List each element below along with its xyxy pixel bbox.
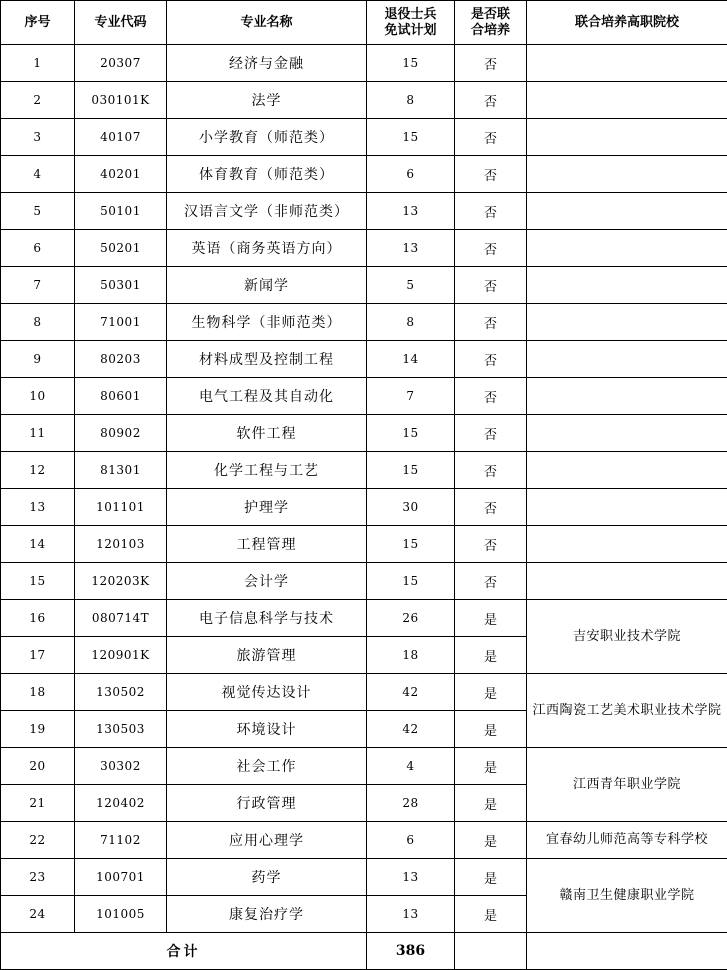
row-index: 11 — [1, 415, 75, 452]
row-college: 江西青年职业学院 — [527, 748, 727, 822]
header-quota — [367, 1, 455, 45]
row-joint: 否 — [455, 119, 527, 156]
row-quota: 8 — [367, 304, 455, 341]
row-quota: 42 — [367, 711, 455, 748]
row-code: 50201 — [75, 230, 167, 267]
row-code: 120901K — [75, 637, 167, 674]
row-joint: 是 — [455, 600, 527, 637]
row-college-empty — [527, 489, 727, 526]
row-college-empty — [527, 45, 727, 82]
row-major-name: 电子信息科学与技术 — [167, 600, 367, 637]
row-index: 3 — [1, 119, 75, 156]
table-body — [1, 45, 727, 970]
row-code: 080714T — [75, 600, 167, 637]
total-value: 386 — [367, 933, 455, 970]
table-row — [1, 119, 727, 156]
row-quota: 14 — [367, 341, 455, 378]
row-index: 8 — [1, 304, 75, 341]
row-major-name: 电气工程及其自动化 — [167, 378, 367, 415]
row-index: 18 — [1, 674, 75, 711]
table-row — [1, 193, 727, 230]
row-major-name: 康复治疗学 — [167, 896, 367, 933]
row-joint: 是 — [455, 859, 527, 896]
total-college-cell — [527, 933, 727, 970]
row-code: 80601 — [75, 378, 167, 415]
table-row — [1, 230, 727, 267]
row-index: 13 — [1, 489, 75, 526]
table-row — [1, 267, 727, 304]
table-row — [1, 526, 727, 563]
row-college-empty — [527, 378, 727, 415]
row-joint: 是 — [455, 896, 527, 933]
row-code: 120203K — [75, 563, 167, 600]
row-index: 2 — [1, 82, 75, 119]
row-quota: 13 — [367, 193, 455, 230]
header-code: 专业代码 — [75, 1, 167, 45]
row-major-name: 旅游管理 — [167, 637, 367, 674]
table-row — [1, 748, 727, 785]
header-quota-line2: 免试计划 — [384, 23, 436, 38]
row-college: 江西陶瓷工艺美术职业技术学院 — [527, 674, 727, 748]
table-row — [1, 600, 727, 637]
total-label: 合计 — [1, 933, 367, 970]
row-code: 101005 — [75, 896, 167, 933]
row-joint: 否 — [455, 526, 527, 563]
row-joint: 否 — [455, 230, 527, 267]
row-quota: 8 — [367, 82, 455, 119]
row-joint: 否 — [455, 45, 527, 82]
row-major-name: 行政管理 — [167, 785, 367, 822]
row-college-empty — [527, 230, 727, 267]
row-quota: 15 — [367, 45, 455, 82]
row-code: 100701 — [75, 859, 167, 896]
row-college: 吉安职业技术学院 — [527, 600, 727, 674]
row-code: 40107 — [75, 119, 167, 156]
row-index: 10 — [1, 378, 75, 415]
row-joint: 是 — [455, 674, 527, 711]
header-index: 序号 — [1, 1, 75, 45]
header-joint — [455, 1, 527, 45]
row-joint: 是 — [455, 711, 527, 748]
row-index: 22 — [1, 822, 75, 859]
table-row — [1, 563, 727, 600]
row-index: 21 — [1, 785, 75, 822]
row-index: 9 — [1, 341, 75, 378]
row-quota: 18 — [367, 637, 455, 674]
row-joint: 否 — [455, 452, 527, 489]
row-code: 40201 — [75, 156, 167, 193]
table-row — [1, 378, 727, 415]
row-quota: 5 — [367, 267, 455, 304]
table-row — [1, 45, 727, 82]
row-index: 20 — [1, 748, 75, 785]
row-major-name: 工程管理 — [167, 526, 367, 563]
table-row — [1, 489, 727, 526]
row-major-name: 软件工程 — [167, 415, 367, 452]
row-college: 宜春幼儿师范高等专科学校 — [527, 822, 727, 859]
row-code: 20307 — [75, 45, 167, 82]
row-joint: 是 — [455, 748, 527, 785]
row-index: 5 — [1, 193, 75, 230]
row-code: 50101 — [75, 193, 167, 230]
row-index: 12 — [1, 452, 75, 489]
row-major-name: 社会工作 — [167, 748, 367, 785]
row-quota: 13 — [367, 859, 455, 896]
table-row — [1, 156, 727, 193]
row-major-name: 护理学 — [167, 489, 367, 526]
row-major-name: 经济与金融 — [167, 45, 367, 82]
row-code: 120402 — [75, 785, 167, 822]
total-row — [1, 933, 727, 970]
row-code: 120103 — [75, 526, 167, 563]
row-college: 赣南卫生健康职业学院 — [527, 859, 727, 933]
table-row — [1, 859, 727, 896]
row-college-empty — [527, 415, 727, 452]
row-college-empty — [527, 156, 727, 193]
row-major-name: 化学工程与工艺 — [167, 452, 367, 489]
table-row — [1, 822, 727, 859]
row-code: 130503 — [75, 711, 167, 748]
row-major-name: 药学 — [167, 859, 367, 896]
row-code: 81301 — [75, 452, 167, 489]
row-major-name: 应用心理学 — [167, 822, 367, 859]
row-quota: 13 — [367, 896, 455, 933]
row-index: 4 — [1, 156, 75, 193]
row-code: 101101 — [75, 489, 167, 526]
row-code: 30302 — [75, 748, 167, 785]
row-college-empty — [527, 267, 727, 304]
header-college: 联合培养高职院校 — [527, 1, 727, 45]
row-joint: 是 — [455, 785, 527, 822]
row-index: 15 — [1, 563, 75, 600]
row-major-name: 环境设计 — [167, 711, 367, 748]
header-row — [1, 1, 727, 45]
row-quota: 28 — [367, 785, 455, 822]
row-index: 7 — [1, 267, 75, 304]
row-index: 17 — [1, 637, 75, 674]
row-college-empty — [527, 193, 727, 230]
row-quota: 15 — [367, 526, 455, 563]
row-college-empty — [527, 452, 727, 489]
row-major-name: 英语（商务英语方向） — [167, 230, 367, 267]
row-index: 16 — [1, 600, 75, 637]
row-joint: 否 — [455, 193, 527, 230]
row-index: 6 — [1, 230, 75, 267]
row-code: 71102 — [75, 822, 167, 859]
row-joint: 否 — [455, 267, 527, 304]
row-joint: 是 — [455, 822, 527, 859]
row-joint: 否 — [455, 563, 527, 600]
row-major-name: 小学教育（师范类） — [167, 119, 367, 156]
row-joint: 是 — [455, 637, 527, 674]
row-joint: 否 — [455, 341, 527, 378]
row-college-empty — [527, 119, 727, 156]
row-code: 50301 — [75, 267, 167, 304]
table-row — [1, 341, 727, 378]
row-index: 24 — [1, 896, 75, 933]
row-quota: 4 — [367, 748, 455, 785]
row-code: 71001 — [75, 304, 167, 341]
row-joint: 否 — [455, 378, 527, 415]
row-major-name: 材料成型及控制工程 — [167, 341, 367, 378]
row-major-name: 新闻学 — [167, 267, 367, 304]
row-joint: 否 — [455, 304, 527, 341]
row-major-name: 法学 — [167, 82, 367, 119]
row-quota: 30 — [367, 489, 455, 526]
row-quota: 15 — [367, 415, 455, 452]
table-row — [1, 304, 727, 341]
table-row — [1, 452, 727, 489]
row-joint: 否 — [455, 156, 527, 193]
row-college-empty — [527, 82, 727, 119]
row-quota: 7 — [367, 378, 455, 415]
row-quota: 6 — [367, 822, 455, 859]
row-index: 1 — [1, 45, 75, 82]
row-index: 19 — [1, 711, 75, 748]
row-code: 130502 — [75, 674, 167, 711]
row-quota: 15 — [367, 452, 455, 489]
row-joint: 否 — [455, 489, 527, 526]
row-quota: 6 — [367, 156, 455, 193]
row-quota: 13 — [367, 230, 455, 267]
row-major-name: 生物科学（非师范类） — [167, 304, 367, 341]
row-quota: 15 — [367, 563, 455, 600]
row-major-name: 汉语言文学（非师范类） — [167, 193, 367, 230]
row-joint: 否 — [455, 82, 527, 119]
row-major-name: 视觉传达设计 — [167, 674, 367, 711]
row-index: 23 — [1, 859, 75, 896]
row-code: 80902 — [75, 415, 167, 452]
row-quota: 15 — [367, 119, 455, 156]
row-index: 14 — [1, 526, 75, 563]
row-code: 030101K — [75, 82, 167, 119]
row-major-name: 会计学 — [167, 563, 367, 600]
header-joint-line2: 合培养 — [471, 23, 510, 38]
row-quota: 42 — [367, 674, 455, 711]
table-row — [1, 415, 727, 452]
header-joint-line1: 是否联 — [471, 7, 510, 22]
row-code: 80203 — [75, 341, 167, 378]
row-joint: 否 — [455, 415, 527, 452]
header-quota-line1: 退役士兵 — [384, 7, 436, 22]
total-joint-cell — [455, 933, 527, 970]
table-row — [1, 674, 727, 711]
row-college-empty — [527, 304, 727, 341]
header-name: 专业名称 — [167, 1, 367, 45]
row-college-empty — [527, 563, 727, 600]
row-college-empty — [527, 526, 727, 563]
table-row — [1, 82, 727, 119]
row-quota: 26 — [367, 600, 455, 637]
row-college-empty — [527, 341, 727, 378]
row-major-name: 体育教育（师范类） — [167, 156, 367, 193]
